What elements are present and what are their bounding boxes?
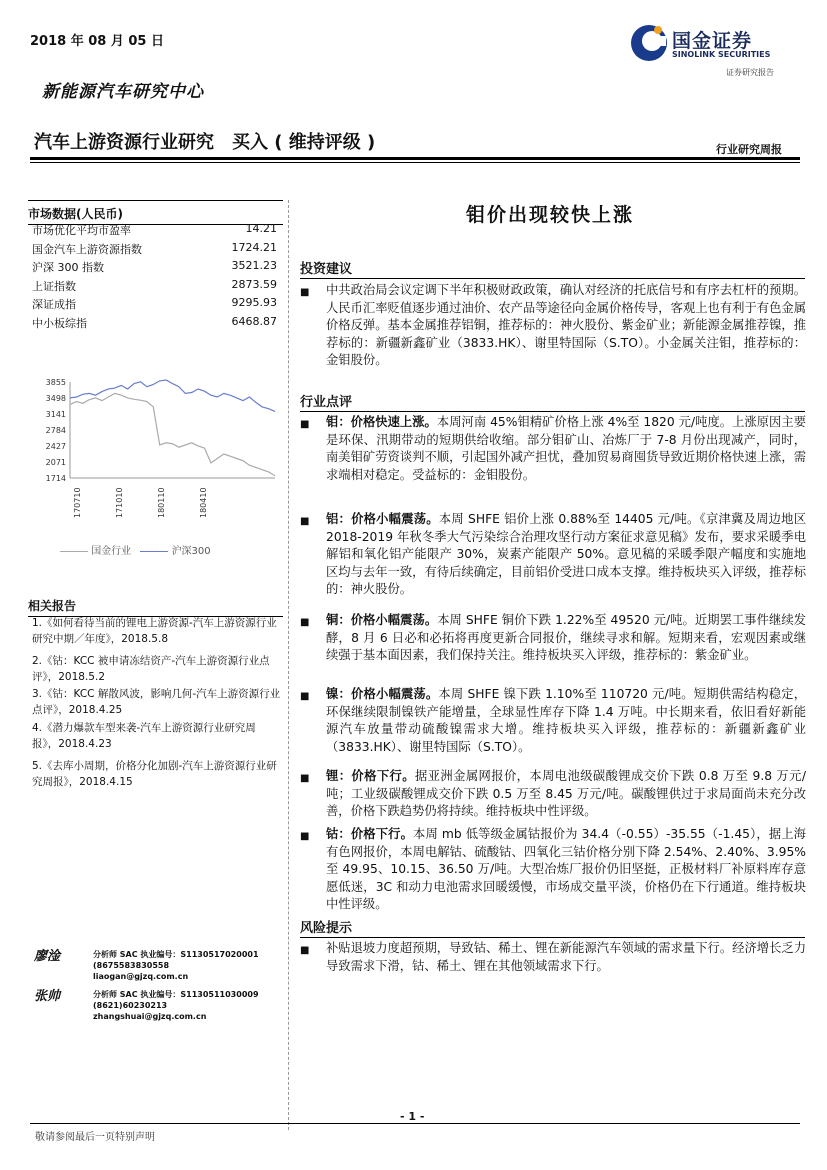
market-row xyxy=(32,315,277,331)
page-number: - 1 - xyxy=(400,1110,425,1123)
market-label: 国金汽车上游资源指数 xyxy=(32,242,142,256)
market-value: 6468.87 xyxy=(231,314,277,328)
related-report-item: 3.《钴：KCC 解散风波，影响几何-汽车上游资源行业点评》，2018.4.25 xyxy=(32,688,281,716)
series-line xyxy=(70,393,275,476)
author-name: 廖淦 xyxy=(34,949,61,964)
market-data-title: 市场数据(人民币) xyxy=(28,205,283,225)
review-text: 本周河南 45%钼精矿价格上涨 4%至 1820 元/吨度。上涨原因主要是环保、汛期带动的短期供给收缩。部分钼矿山、冶炼厂于 7-8 月份出现减产，同时，南美钼矿劳资谈判不顺，引起国外减产担忧，叠加贸易商囤货导致近期价格快速上涨，需求端相对稳定。受益标的：金钼股份。 xyxy=(326,415,806,482)
legend-swatch-a xyxy=(60,551,88,552)
logo-cn: 国金证券 xyxy=(672,30,753,52)
author-info-line: (8675583830558 xyxy=(93,961,170,970)
author-info xyxy=(93,949,259,982)
review-key: 钼：价格快速上涨。 xyxy=(326,415,437,429)
related-report-item: 4.《潜力爆款车型来袭-汽车上游资源行业研究周报》，2018.4.23 xyxy=(32,722,256,750)
footer-rule xyxy=(30,1123,800,1124)
report-date: 2018 年 08 月 05 日 xyxy=(30,34,164,49)
research-center: 新能源汽车研究中心 xyxy=(42,82,204,102)
review-text: 本周 mb 低等级金属钴报价为 34.4（-0.55）-35.55（-1.45），据上海有色网报价，本周电解钴、硫酸钴、四氧化三钴价格分别下降 2.54%、2.40%、3.95%至 49.95、10.15、36.50 万/吨。大型冶炼厂报价仍旧坚挺，正极材料厂补原料库存意愿低迷，3C 和动力电池需求回暖缓慢，市场成交量平淡，价格仍在下行通道。维持板块中性评级。 xyxy=(326,827,806,911)
y-tick-label: 3855 xyxy=(45,378,66,387)
market-row xyxy=(32,241,277,257)
series-line xyxy=(70,380,275,411)
x-tick-label: 180110 xyxy=(157,487,166,518)
market-value: 2873.59 xyxy=(231,277,277,291)
market-row xyxy=(32,259,277,275)
review-text: 本周 SHFE 铝价上涨 0.88%至 14405 元/吨。《京津冀及周边地区 2018-2019 年秋冬季大气污染综合治理攻坚行动方案征求意见稿》发布，要求采暖季电解铝和氧化铝产能限产 30%，炭素产能限产 50%。意见稿的采暖季限产幅度和实施地区均与去年一致，有待后续确定，目前铝价受进口成本支撑。维持板块买入评级，推荐标的：神火股份。 xyxy=(326,512,806,596)
section-risk: 风险提示 xyxy=(300,917,805,938)
logo-subtitle: 证券研究报告 xyxy=(726,68,774,77)
header-rule xyxy=(30,157,800,160)
review-key: 镍：价格小幅震荡。 xyxy=(326,687,439,701)
x-tick-label: 170710 xyxy=(73,487,82,518)
author-info-line: 分析师 SAC 执业编号：S1130517020001 xyxy=(93,950,259,959)
review-paragraph xyxy=(326,826,806,914)
review-text: 本周 SHFE 铜价下跌 1.22%至 49520 元/吨。近期罢工事件继续发酵，8 月 6 日必和必拓将再度更新合同报价，继续寻求和解。短期来看，宏观因素或继续强于基本面因素，我们保持关注。维持板块买入评级，推荐标的：紫金矿业。 xyxy=(326,613,806,662)
review-text: 据亚洲金属网报价，本周电池级碳酸锂成交价下跌 0.8 万至 9.8 万元/吨；工业级碳酸锂成交价下跌 0.5 万至 8.45 万元/吨。碳酸锂供过于求局面尚未充分改善，价格下跌趋势仍将持续。维持板块中性评级。 xyxy=(326,769,806,818)
section-review: 行业点评 xyxy=(300,391,805,412)
related-reports-title: 相关报告 xyxy=(28,597,283,617)
invest-text: 中共政治局会议定调下半年积极财政政策，确认对经济的托底信号和有序去杠杆的预期。人民币汇率贬值逐步通过油价、农产品等途径向金属价格传导，客观上也有利于有色金属价格反弹。基本金属推荐铝铜，推荐标的：神火股份、紫金矿业；新能源金属推荐镍，推荐标的：新疆新鑫矿业（3833.HK）、谢里特国际（S.TO）。小金属关注钼，推荐标的：金钼股份。 xyxy=(326,283,806,367)
y-tick-label: 2071 xyxy=(45,458,66,467)
legend-label-b: 沪深300 xyxy=(171,546,211,557)
section-invest: 投资建议 xyxy=(300,258,805,279)
related-report-item: 5.《去库小周期，价格分化加剧-汽车上游资源行业研究周报》，2018.4.15 xyxy=(32,760,277,788)
market-label: 上证指数 xyxy=(32,279,76,293)
review-paragraph xyxy=(326,686,806,756)
author-info-line: (8621)60230213 xyxy=(93,1001,168,1010)
bullet-icon: ■ xyxy=(300,419,310,430)
headline: 钼价出现较快上涨 xyxy=(465,204,634,226)
header-rule-thin xyxy=(30,162,800,163)
bullet-icon: ■ xyxy=(300,773,310,784)
review-key: 锂：价格下行。 xyxy=(326,769,415,783)
y-tick-label: 3141 xyxy=(45,410,66,419)
legend-label-a: 国金行业 xyxy=(91,546,132,557)
legend-swatch-b xyxy=(140,551,168,552)
logo-en: SINOLINK SECURITIES xyxy=(672,50,771,59)
review-key: 铜：价格小幅震荡。 xyxy=(326,613,438,627)
market-value: 9295.93 xyxy=(231,296,277,309)
review-paragraph xyxy=(326,414,806,484)
market-label: 沪深 300 指数 xyxy=(32,261,104,274)
author-info-line: 分析师 SAC 执业编号：S1130511030009 xyxy=(93,990,259,999)
y-tick-label: 2427 xyxy=(45,442,66,451)
x-tick-label: 180410 xyxy=(199,487,208,518)
review-text: 本周 SHFE 镍下跌 1.10%至 110720 元/吨。短期供需结构稳定，环保继续限制镍铁产能增量，全球显性库存下降 1.4 万吨。中长期来看，依旧看好新能源汽车放量带动硫酸镍需求大增。维持板块买入评级，推荐标的：新疆新鑫矿业（3833.HK）、谢里特国际（S.TO）。 xyxy=(326,687,806,754)
bullet-icon: ■ xyxy=(300,945,310,956)
author-info-line: liaogan@gjzq.com.cn xyxy=(93,972,189,981)
review-paragraph xyxy=(326,768,806,821)
author-info-line: zhangshuai@gjzq.com.cn xyxy=(93,1012,207,1021)
logo-mark-icon xyxy=(628,22,670,64)
company-logo xyxy=(628,22,798,82)
market-label: 市场优化平均市盈率 xyxy=(32,224,131,237)
bullet-icon: ■ xyxy=(300,831,310,842)
review-paragraph xyxy=(326,612,806,665)
y-tick-label: 3498 xyxy=(45,394,66,403)
related-report-item: 2.《钴：KCC 被申请冻结资产-汽车上游资源行业点评》，2018.5.2 xyxy=(32,655,270,683)
bullet-icon: ■ xyxy=(300,617,310,628)
market-value: 1724.21 xyxy=(231,240,277,254)
market-value: 14.21 xyxy=(245,222,277,235)
author-name: 张帅 xyxy=(34,989,61,1004)
bullet-icon: ■ xyxy=(300,287,310,298)
index-chart xyxy=(30,370,285,530)
market-row xyxy=(32,278,277,294)
x-tick-label: 171010 xyxy=(115,487,124,518)
market-value: 3521.23 xyxy=(231,259,277,272)
column-divider xyxy=(288,200,289,1130)
report-title: 汽车上游资源行业研究 买入 ( 维持评级 ) xyxy=(34,132,376,153)
bullet-icon: ■ xyxy=(300,516,310,527)
market-row xyxy=(32,296,277,312)
market-row xyxy=(32,222,277,238)
market-label: 中小板综指 xyxy=(32,316,87,330)
risk-text: 补贴退坡力度超预期，导致钴、稀土、锂在新能源汽车领域的需求量下行。经济增长乏力导致需求下滑，钴、稀土、锂在其他领域需求下行。 xyxy=(326,941,806,973)
report-type: 行业研究周报 xyxy=(716,143,782,156)
y-tick-label: 2784 xyxy=(45,426,66,435)
review-paragraph xyxy=(326,511,806,599)
review-key: 钴：价格下行。 xyxy=(326,827,414,841)
chart-legend xyxy=(60,542,211,557)
review-key: 铝：价格小幅震荡。 xyxy=(326,512,439,526)
related-report-item: 1.《如何看待当前的锂电上游资源-汽车上游资源行业研究中期／年度》，2018.5.8 xyxy=(32,617,277,645)
market-label: 深证成指 xyxy=(32,298,76,311)
author-info xyxy=(93,989,259,1022)
y-tick-label: 1714 xyxy=(45,474,66,483)
footer-note: 敬请参阅最后一页特别声明 xyxy=(35,1132,155,1143)
bullet-icon: ■ xyxy=(300,691,310,702)
